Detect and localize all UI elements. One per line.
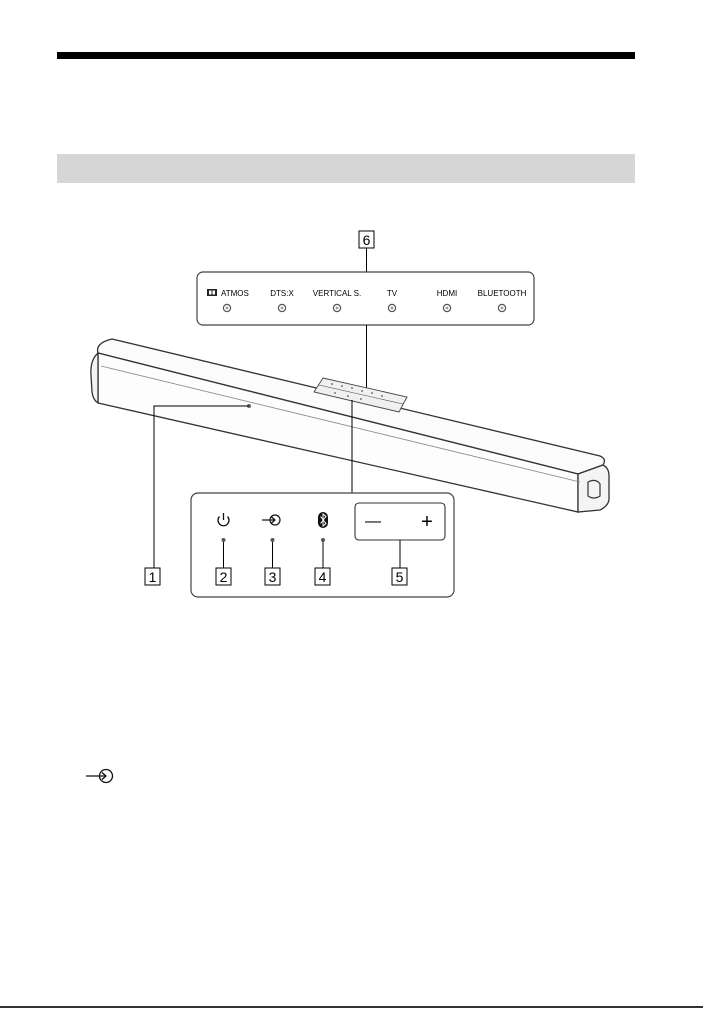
- svg-text:2: 2: [219, 569, 228, 585]
- svg-text:5: 5: [395, 569, 404, 585]
- indicator-label-atmos: ATMOS: [221, 289, 249, 298]
- svg-text:6: 6: [362, 232, 371, 248]
- callout-5: [392, 568, 407, 585]
- indicator-label-tv: TV: [386, 289, 398, 298]
- volume-minus-button: —: [365, 513, 381, 530]
- callout-3: [265, 568, 280, 585]
- indicator-label-hdmi: HDMI: [436, 289, 458, 298]
- bluetooth-led: [321, 538, 325, 542]
- page-bottom-rule: [0, 1006, 703, 1008]
- indicator-panel: [197, 272, 534, 325]
- volume-plus-button: +: [421, 511, 433, 533]
- callout-4: [315, 568, 330, 585]
- svg-text:3: 3: [268, 569, 277, 585]
- soundbar-body: [91, 339, 609, 512]
- indicator-label-vertical: VERTICAL S.: [312, 289, 362, 298]
- power-led: [222, 538, 226, 542]
- input-icon: [84, 766, 116, 786]
- svg-text:4: 4: [318, 569, 327, 585]
- callout-1: [145, 568, 160, 585]
- callout-6: [359, 231, 374, 248]
- callout-2: [216, 568, 231, 585]
- control-panel: [191, 493, 454, 597]
- bluetooth-icon: [318, 512, 328, 528]
- svg-text:1: 1: [148, 569, 157, 585]
- indicator-label-dtsx: DTS:X: [270, 289, 294, 298]
- input-led: [271, 538, 275, 542]
- dolby-logo-icon: [207, 289, 217, 296]
- indicator-label-bluetooth: BLUETOOTH: [477, 289, 527, 298]
